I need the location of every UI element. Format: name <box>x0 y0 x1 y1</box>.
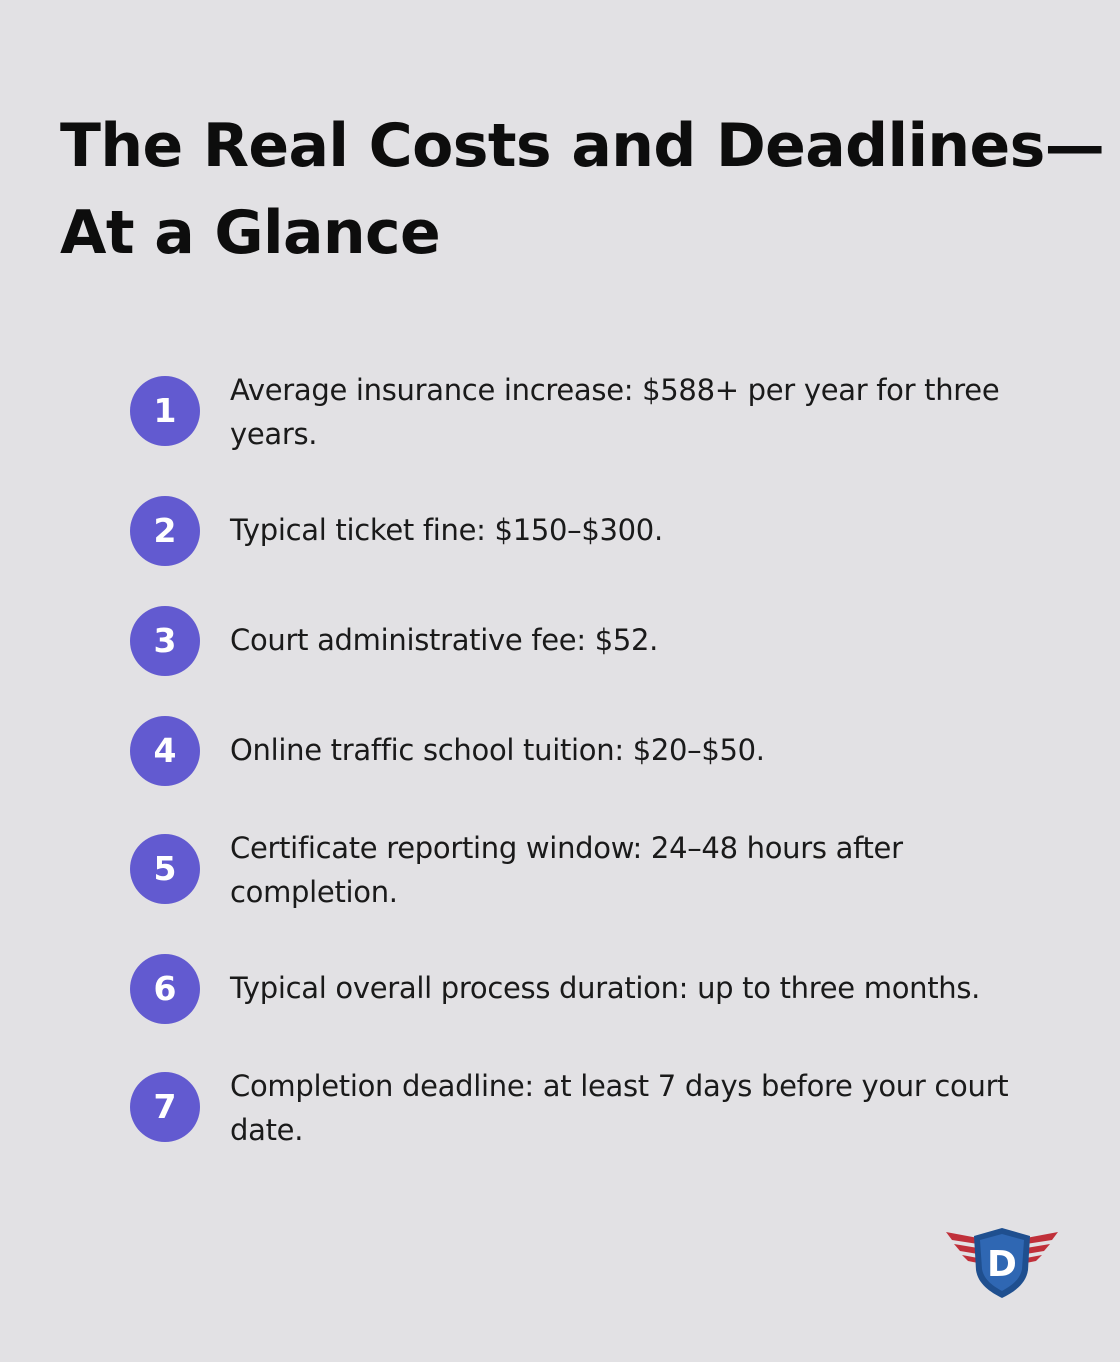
page-title-line-1: The Real Costs and Deadlines— <box>60 111 1105 181</box>
winged-shield-logo-icon <box>944 1224 1060 1300</box>
number-badge: 1 <box>130 376 200 446</box>
number-badge: 5 <box>130 834 200 904</box>
list-item-text: Average insurance increase: $588+ per year for three years. <box>230 373 1000 451</box>
logo-letter: D <box>987 1244 1017 1285</box>
number-badge: 2 <box>130 496 200 566</box>
list-item-text: Typical overall process duration: up to three months. <box>230 971 981 1005</box>
number-badge: 4 <box>130 716 200 786</box>
list-item-text: Certificate reporting window: 24–48 hours after completion. <box>230 831 903 909</box>
number-badge: 6 <box>130 954 200 1024</box>
number-badge: 7 <box>130 1072 200 1142</box>
page-title-line-2: At a Glance <box>60 198 441 268</box>
list-item-text: Online traffic school tuition: $20–$50. <box>230 733 765 767</box>
list-item-text: Completion deadline: at least 7 days before your court date. <box>230 1069 1009 1147</box>
number-badge: 3 <box>130 606 200 676</box>
list-item-text: Court administrative fee: $52. <box>230 623 659 657</box>
list-item-text: Typical ticket fine: $150–$300. <box>230 513 663 547</box>
